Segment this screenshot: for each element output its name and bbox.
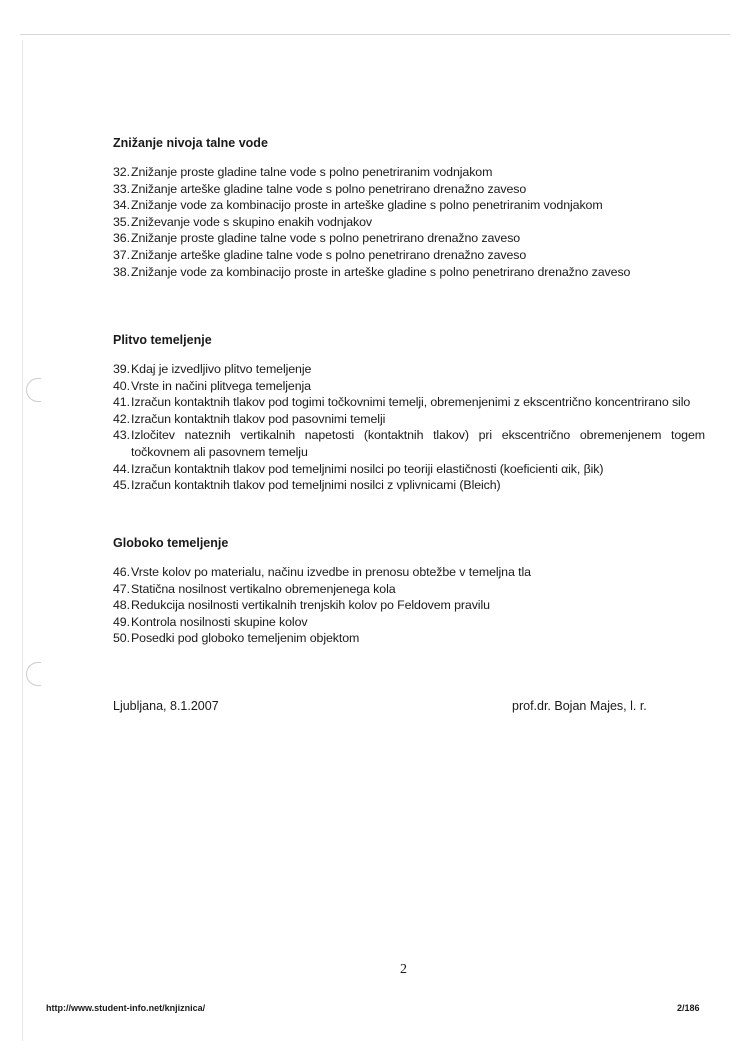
list-item (113, 597, 705, 614)
item-text: Redukcija nosilnosti vertikalnih trenjskih kolov po Feldovem pravilu (131, 598, 490, 613)
list-item (113, 197, 705, 214)
item-number: 38. (113, 264, 130, 279)
punch-hole-mark (26, 662, 41, 686)
item-text: Znižanje vode za kombinacijo proste in arteške gladine s polno penetrirano drenažno zaveso (131, 264, 631, 279)
section-heading: Znižanje nivoja talne vode (113, 136, 268, 150)
list-item (113, 630, 705, 647)
item-text: Posedki pod globoko temeljenim objektom (131, 631, 360, 646)
item-number: 46. (113, 565, 130, 579)
item-text: Izračun kontaktnih tlakov pod temeljnimi nosilci po teoriji elastičnosti (koeficienti αik, βik) (131, 461, 604, 476)
footer-url[interactable]: http://www.student-info.net/knjiznica/ (46, 1003, 206, 1013)
item-number: 41. (113, 395, 130, 410)
item-text: Izračun kontaktnih tlakov pod togimi točkovnimi temelji, obremenjenimi z ekscentrično koncentrirano silo (131, 395, 691, 410)
item-number: 45. (113, 478, 130, 493)
item-number: 50. (113, 631, 130, 646)
section-deep-foundations (113, 533, 705, 647)
scan-edge-top (20, 34, 730, 35)
item-text: Vrste in načini plitvega temeljenja (131, 378, 311, 393)
item-number: 34. (113, 198, 130, 213)
item-text: Zniževanje vode s skupino enakih vodnjakov (131, 214, 373, 229)
item-number: 33. (113, 181, 130, 196)
signature: prof.dr. Bojan Majes, l. r. (512, 699, 647, 713)
list-item (113, 214, 705, 231)
item-number: 40. (113, 378, 130, 393)
scan-edge-left (22, 40, 23, 1041)
section-lowering-groundwater (113, 133, 705, 280)
list-item (113, 427, 705, 460)
list-item (113, 614, 705, 631)
footer-page-count: 2/186 (677, 1003, 700, 1013)
page-number: 2 (400, 962, 407, 977)
list-item (113, 361, 705, 378)
item-number: 47. (113, 581, 130, 596)
item-text: Kdaj je izvedljivo plitvo temeljenje (131, 362, 312, 376)
list-item (113, 164, 705, 181)
item-text: Znižanje proste gladine talne vode s polno penetrirano drenažno zaveso (131, 231, 521, 246)
punch-hole-mark (26, 378, 41, 402)
list-item (113, 264, 705, 281)
item-text: Kontrola nosilnosti skupine kolov (131, 614, 308, 629)
item-text: Izračun kontaktnih tlakov pod pasovnimi temelji (131, 411, 386, 426)
item-number: 32. (113, 165, 130, 179)
list-item (113, 411, 705, 428)
item-number: 42. (113, 411, 130, 426)
item-number: 49. (113, 614, 130, 629)
section-heading: Plitvo temeljenje (113, 333, 212, 347)
item-number: 35. (113, 214, 130, 229)
section-shallow-foundations (113, 330, 705, 494)
item-number: 37. (113, 247, 130, 262)
list-item (113, 581, 705, 598)
place-date: Ljubljana, 8.1.2007 (113, 699, 219, 713)
item-text: Znižanje arteške gladine talne vode s polno penetrirano drenažno zaveso (131, 181, 527, 196)
list-item (113, 477, 705, 494)
item-text: Znižanje arteške gladine talne vode s polno penetrirano drenažno zaveso (131, 247, 527, 262)
item-text: Znižanje proste gladine talne vode s polno penetriranim vodnjakom (131, 165, 493, 179)
item-number: 43. (113, 428, 130, 443)
item-number: 44. (113, 461, 130, 476)
section-heading: Globoko temeljenje (113, 536, 229, 550)
item-number: 39. (113, 362, 130, 376)
list-item (113, 461, 705, 478)
list-item (113, 378, 705, 395)
item-text: Znižanje vode za kombinacijo proste in arteške gladine s polno penetriranim vodnjakom (131, 198, 603, 213)
item-number: 36. (113, 231, 130, 246)
list-item (113, 394, 705, 411)
list-item (113, 564, 705, 581)
item-text: Vrste kolov po materialu, načinu izvedbe in prenosu obtežbe v temeljna tla (131, 565, 531, 579)
item-number: 48. (113, 598, 130, 613)
list-item (113, 181, 705, 198)
item-text: Izračun kontaktnih tlakov pod temeljnimi nosilci z vplivnicami (Bleich) (131, 478, 501, 493)
list-item (113, 230, 705, 247)
list-item (113, 247, 705, 264)
item-text: Statična nosilnost vertikalno obremenjenega kola (131, 581, 396, 596)
item-text: Izločitev nateznih vertikalnih napetosti (kontaktnih tlakov) pri ekscentrično obremenjenem togem točkovnem ali pasovnem temelju (131, 428, 705, 459)
